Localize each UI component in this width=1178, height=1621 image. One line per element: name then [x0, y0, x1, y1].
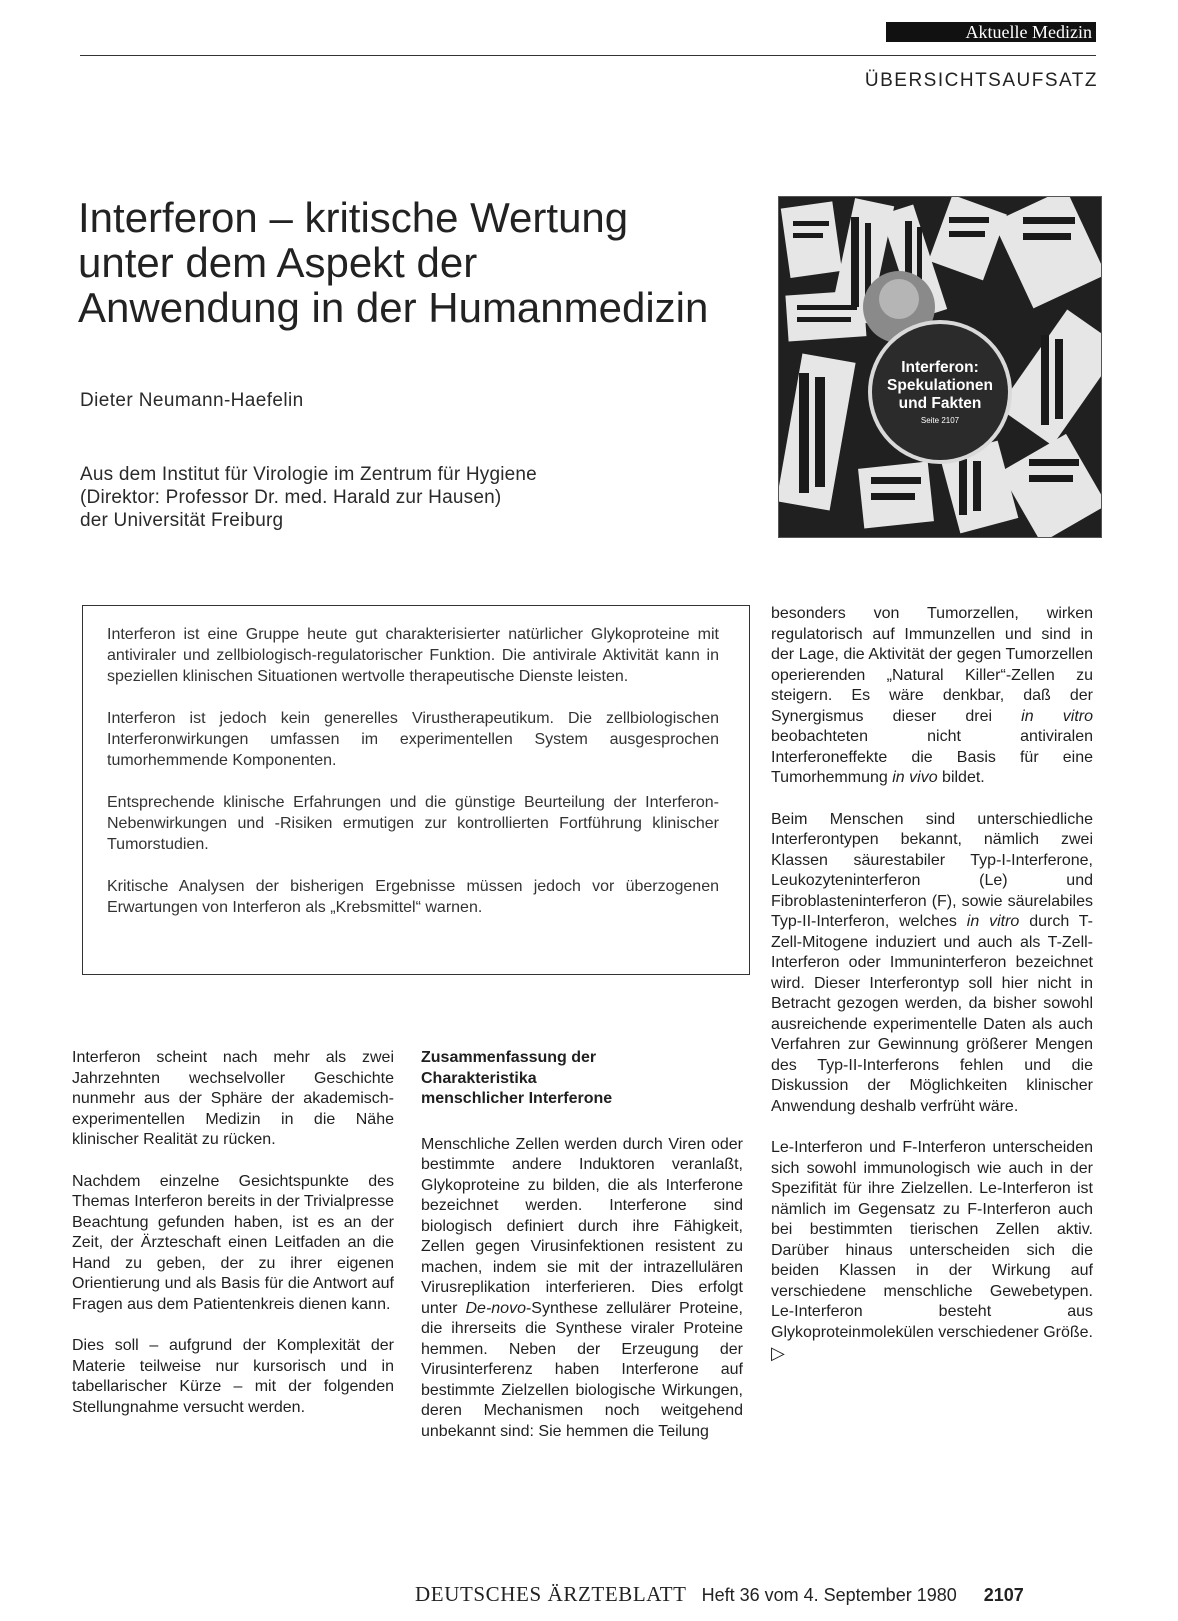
- text-run: besonders von Tumorzellen, wirken regulatorisch auf Immunzellen und sind in der Lage, die Aktivität der gegen Tumorzellen operierenden „Natural Killer“-Zellen zu steigern. Es wäre denkbar, daß der Synergismus dieser drei: [771, 605, 1093, 725]
- italic-term: in vivo: [892, 769, 938, 786]
- page-number: 2107: [983, 1585, 1024, 1605]
- cover-headline-badge: [872, 324, 1008, 460]
- abstract-paragraph: Kritische Analysen der bisherigen Ergebnisse müssen jedoch vor überzogenen Erwartungen von Interferon als „Krebsmittel“ warnen.: [107, 878, 719, 916]
- text-run: Menschliche Zellen werden durch Viren oder bestimmte andere Induktoren veranlaßt, Glykoproteine zu bilden, die als Interferone bezeichnet werden. Interferone sind biologisch definiert durch ihre Fähigkeit, Zellen gegen Virusinfektionen resistent zu machen, indem sie mit der intrazellulären Virusreplikation interferieren. Dies erfolgt unter: [421, 1135, 743, 1317]
- body-paragraph: Dies soll – aufgrund der Komplexität der Materie teilweise nur kursorisch und in tabellarischer Kürze – mit der folgenden Stellungnahme versucht werden.: [72, 1337, 394, 1416]
- italic-term: De-novo: [465, 1299, 526, 1317]
- body-paragraph: [421, 1135, 743, 1443]
- cover-headline-line: und Fakten: [898, 395, 982, 412]
- journal-name: DEUTSCHES ÄRZTEBLATT: [415, 1582, 687, 1606]
- text-run: Le-Interferon und F-Interferon unterscheiden sich sowohl immunologisch wie auch in der Spezifität für ihre Zielzellen. Le-Interferon ist nämlich im Gegensatz zu F-Interferon auch bei bestimmten tierischen Zellen aktiv. Darüber hinaus unterscheiden sich die beiden Klassen in der Wirkung auf verschiedene menschliche Gewebetypen. Le-Interferon besteht aus Glykoproteinmolekülen verschiedener Größe.: [771, 1139, 1093, 1341]
- text-run: bildet.: [937, 769, 985, 786]
- header-rule: [80, 55, 1096, 56]
- issue-info: Heft 36 vom 4. September 1980: [701, 1585, 957, 1605]
- cover-headline-line: Spekulationen: [887, 377, 993, 394]
- body-paragraph: Interferon scheint nach mehr als zwei Jahrzehnten wechselvoller Geschichte nunmehr aus der Sphäre der akademisch-experimentellen Medizin in die Nähe klinischer Realität zu rücken.: [72, 1049, 394, 1148]
- continue-arrow-icon: ▷: [771, 1343, 785, 1363]
- section-tag: Aktuelle Medizin: [886, 22, 1096, 42]
- cover-headline-line: Interferon:: [901, 359, 979, 376]
- page-footer: [415, 1582, 1024, 1607]
- body-column-3: [771, 604, 1093, 1387]
- article-category: ÜBERSICHTSAUFSATZ: [864, 70, 1098, 91]
- italic-term: in vitro: [966, 913, 1020, 930]
- heading-line: Charakteristika: [421, 1069, 537, 1087]
- article-title: [78, 195, 768, 330]
- affiliation: [80, 463, 537, 532]
- abstract-paragraph: Entsprechende klinische Erfahrungen und die günstige Beurteilung der Interferon-Nebenwirkungen und -Risiken ermutigen zur kontrollierten Fortführung klinischer Tumorstudien.: [107, 794, 719, 853]
- affiliation-line: (Direktor: Professor Dr. med. Harald zur Hausen): [80, 487, 502, 508]
- cover-page-ref: Seite 2107: [920, 416, 960, 425]
- cover-collage-image: [778, 196, 1102, 538]
- body-paragraph: [771, 1138, 1093, 1366]
- abstract-paragraph: Interferon ist eine Gruppe heute gut charakterisierter natürlicher Glykoproteine mit antiviraler und zellbiologisch-regulatorischer Funktion. Die antivirale Aktivität kann in speziellen klinischen Situationen wertvolle therapeutische Dienste leisten.: [107, 626, 719, 685]
- text-run: -Synthese zellulärer Proteine, die ihrerseits die Synthese viraler Proteine hemmen. Neben der Erzeugung der Virusinterferenz haben Interferone auf bestimmte Zielzellen biologische Wirkungen, deren Mechanismen noch weitgehend unbekannt sind: Sie hemmen die Teilung: [421, 1299, 743, 1440]
- body-paragraph: [771, 810, 1093, 1118]
- affiliation-line: der Universität Freiburg: [80, 510, 284, 531]
- affiliation-line: Aus dem Institut für Virologie im Zentrum für Hygiene: [80, 464, 537, 485]
- text-run: Beim Menschen sind unterschiedliche Interferontypen bekannt, nämlich zwei Klassen säurestabiler Typ-I-Interferone, Leukozyteninterferon (Le) und Fibroblasteninterferon (F), sowie säurelabiles Typ-II-Interferon, welches: [771, 810, 1093, 930]
- abstract-paragraph: Interferon ist jedoch kein generelles Virustherapeutikum. Die zellbiologischen Interferonwirkungen umfassen im experimentellen System ausgesprochen tumorhemmende Komponenten.: [107, 710, 719, 769]
- section-heading: [421, 1048, 743, 1110]
- body-column-1: [72, 1048, 394, 1439]
- author: Dieter Neumann-Haefelin: [80, 390, 304, 411]
- abstract-box: [82, 605, 750, 975]
- body-paragraph: [771, 604, 1093, 789]
- title-line: unter dem Aspekt der: [78, 239, 478, 286]
- italic-term: in vitro: [1021, 707, 1093, 725]
- text-run: beobachteten nicht antiviralen Interferoneffekte die Basis für eine Tumorhemmung: [771, 728, 1093, 786]
- title-line: Interferon – kritische Wertung: [78, 194, 629, 241]
- title-line: Anwendung in der Humanmedizin: [78, 284, 709, 331]
- text-run: durch T-Zell-Mitogene induziert und auch als T-Zell-Interferon oder Immuninterferon bezeichnet wird. Dieser Interferontyp soll hier nicht in Betracht gezogen werden, da bisher sowohl ausreichende experimentelle Daten als auch Verfahren zur Gewinnung größerer Mengen des Typ-II-Interferons fehlen und die Diskussion der Möglichkeiten klinischer Anwendung deshalb verfrüht wäre.: [771, 913, 1094, 1115]
- heading-line: Zusammenfassung der: [421, 1049, 597, 1066]
- body-paragraph: Nachdem einzelne Gesichtspunkte des Themas Interferon bereits in der Trivialpresse Beachtung gefunden haben, ist es an der Zeit, der Ärzteschaft einen Leitfaden an die Hand zu geben, der zu ihrer eigenen Orientierung und als Basis für die Antwort auf Fragen aus dem Patientenkreis dienen kann.: [72, 1172, 394, 1313]
- heading-line: menschlicher Interferone: [421, 1090, 613, 1107]
- body-column-2: [421, 1048, 743, 1463]
